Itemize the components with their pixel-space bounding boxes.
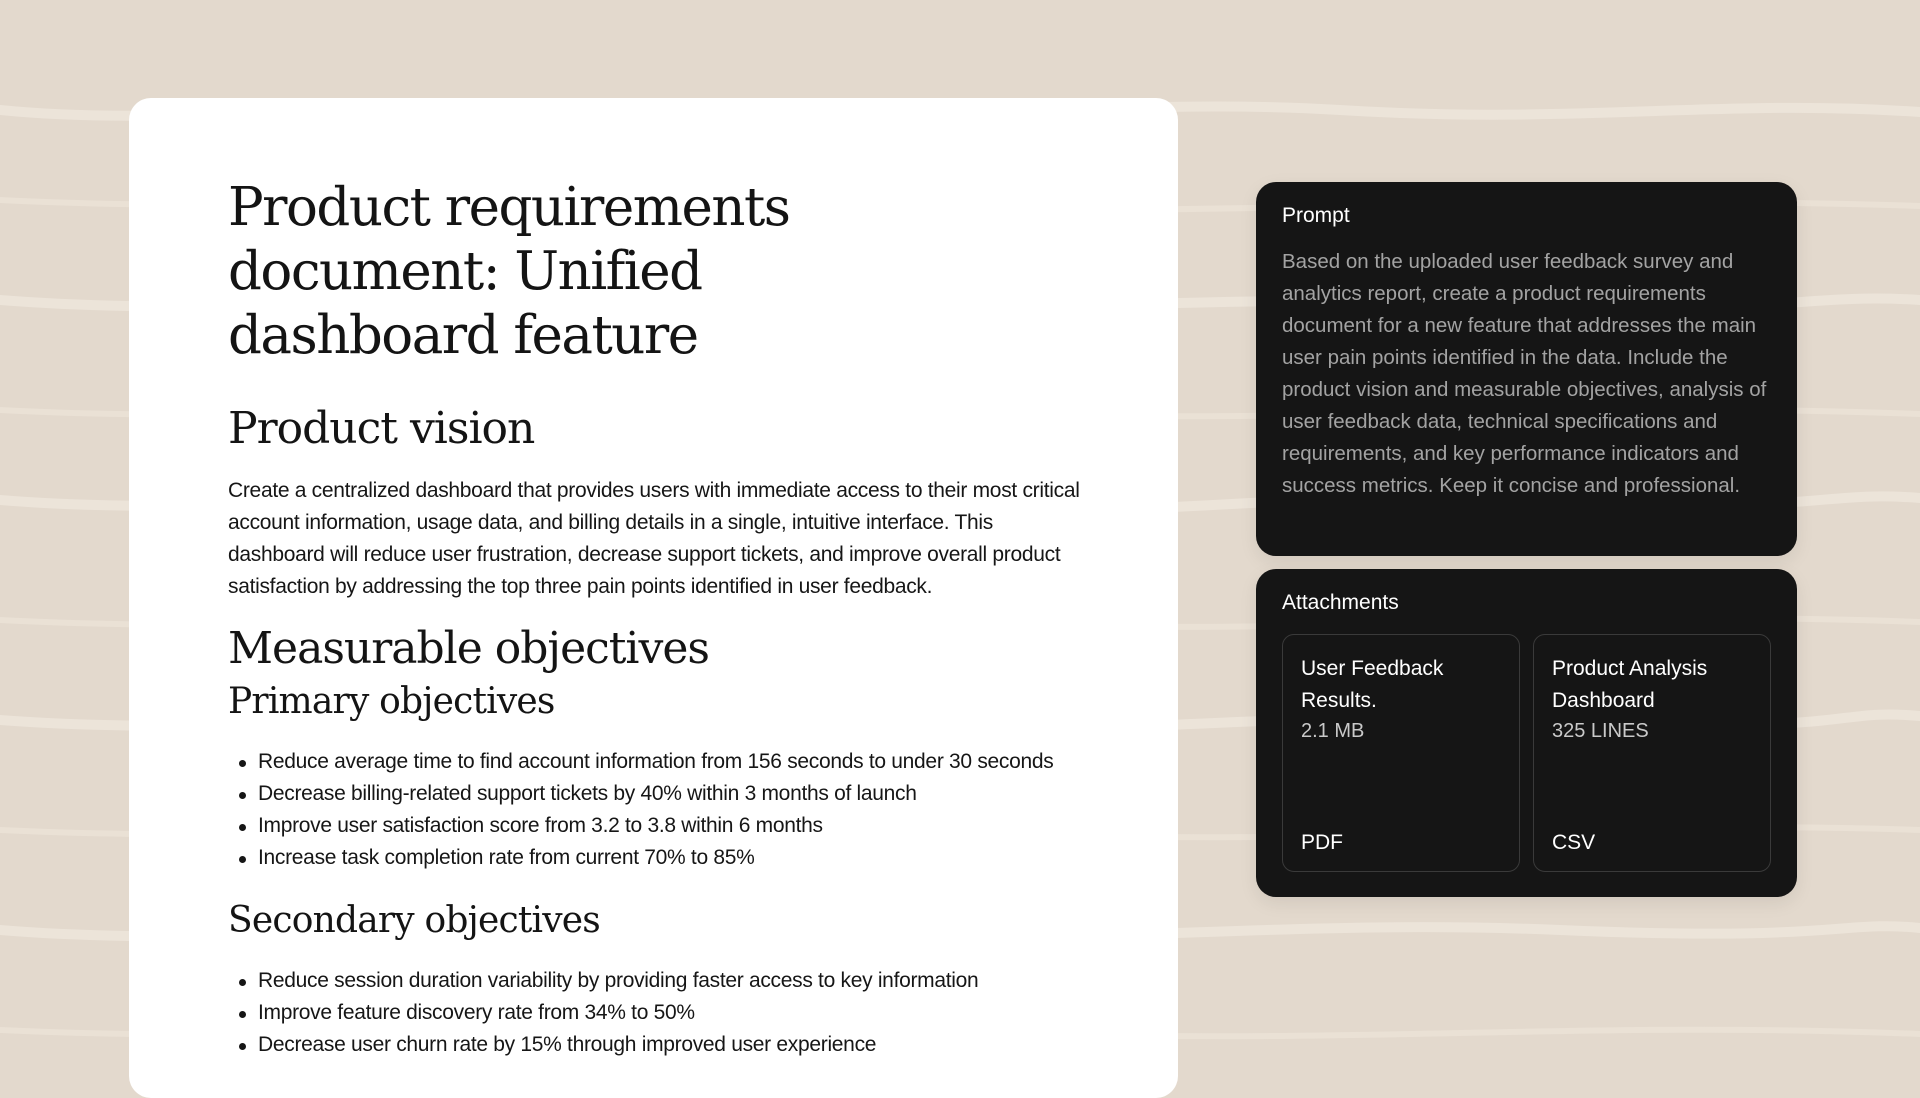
attachment-tile-csv[interactable] xyxy=(1533,634,1771,872)
prompt-card xyxy=(1256,182,1797,556)
secondary-objectives-list xyxy=(228,965,1079,1061)
list-item: Decrease billing-related support tickets by 40% within 3 months of launch xyxy=(228,778,1079,810)
list-item: Reduce average time to find account information from 156 seconds to under 30 seconds xyxy=(228,746,1079,778)
measurable-objectives-heading: Measurable objectives xyxy=(228,623,709,674)
document-title: Product requirements document: Unified dashboard feature xyxy=(228,177,790,366)
attachment-lines: 325 LINES xyxy=(1552,720,1649,742)
prompt-heading: Prompt xyxy=(1282,204,1350,227)
attachment-type: CSV xyxy=(1552,831,1596,854)
attachment-name: User Feedback Results. xyxy=(1301,657,1444,712)
document-card xyxy=(129,98,1178,1098)
attachment-size: 2.1 MB xyxy=(1301,720,1365,742)
list-item: Decrease user churn rate by 15% through improved user experience xyxy=(228,1029,1079,1061)
product-vision-heading: Product vision xyxy=(228,403,535,454)
attachment-name: Product Analysis Dashboard xyxy=(1552,657,1708,712)
attachment-type: PDF xyxy=(1301,831,1343,854)
secondary-objectives-heading: Secondary objectives xyxy=(228,900,600,941)
list-item: Reduce session duration variability by providing faster access to key information xyxy=(228,965,1079,997)
attachments-heading: Attachments xyxy=(1282,591,1399,614)
attachment-tile-pdf[interactable] xyxy=(1282,634,1520,872)
product-vision-text: Create a centralized dashboard that provides users with immediate access to their most critical account information, usage data, and billing details in a single, intuitive interface. This dashboard will reduce user frustration, decrease support tickets, and improve overall product satisfaction by addressing the top three pain points identified in user feedback. xyxy=(228,479,1080,598)
prompt-text: Based on the uploaded user feedback survey and analytics report, create a product requirements document for a new feature that addresses the main user pain points identified in the data. Include the product vision and measurable objectives, analysis of user feedback data, technical specifications and requirements, and key performance indicators and success metrics. Keep it concise and professional. xyxy=(1282,250,1767,497)
list-item: Improve user satisfaction score from 3.2 to 3.8 within 6 months xyxy=(228,810,1079,842)
primary-objectives-heading: Primary objectives xyxy=(228,681,555,722)
attachments-card xyxy=(1256,569,1797,897)
list-item: Improve feature discovery rate from 34% to 50% xyxy=(228,997,1079,1029)
primary-objectives-list xyxy=(228,746,1079,874)
list-item: Increase task completion rate from current 70% to 85% xyxy=(228,842,1079,874)
